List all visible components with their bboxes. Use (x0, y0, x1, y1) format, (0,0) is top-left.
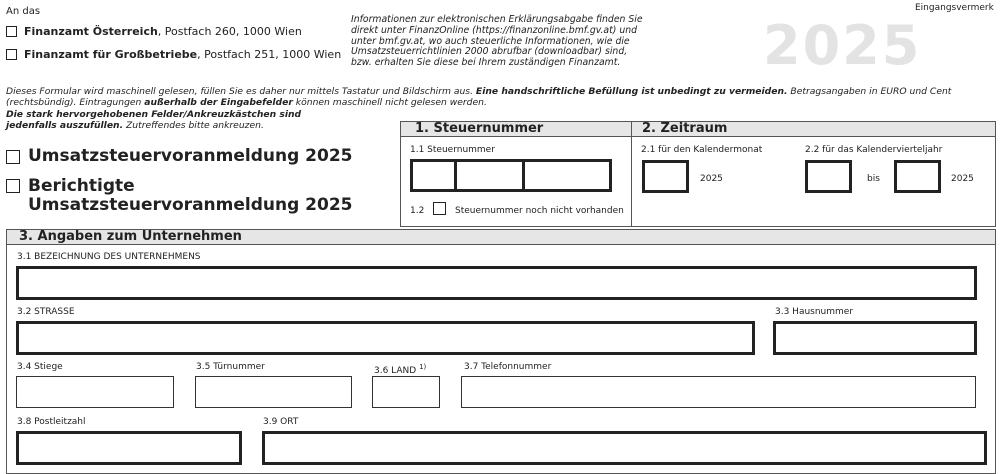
notice-line-4 (6, 121, 264, 132)
quarter-to-field[interactable] (894, 160, 941, 193)
standard-return-checkbox[interactable] (6, 150, 20, 164)
quarter-year: 2025 (951, 174, 974, 184)
notice-line-3: Die stark hervorgehobenen Felder/Ankreuzkästchen sind (6, 109, 302, 120)
notice-text: Betragsangaben in EURO und Cent (787, 86, 952, 97)
notice-text: (rechtsbündig). Eintragungen (6, 97, 145, 108)
city-label: 3.9 ORT (263, 417, 299, 427)
office2-address: , Postfach 251, 1000 Wien (197, 48, 342, 61)
corrected-return-line: Umsatzsteuervoranmeldung 2025 (28, 195, 353, 215)
section-1-title: 1. Steuernummer (400, 121, 632, 137)
info-line: unter bmf.gv.at, wo auch steuerliche Informationen, wie die (351, 35, 630, 47)
quarter-bis: bis (867, 174, 880, 184)
notice-line-1 (6, 87, 951, 98)
notice-emphasis: jedenfalls auszufüllen. (6, 120, 124, 131)
company-name-field[interactable] (16, 266, 977, 300)
notice-text: Zutreffendes bitte ankreuzen. (123, 120, 264, 131)
office2-option (24, 48, 341, 61)
section-2-title: 2. Zeitraum (631, 121, 996, 137)
office1-option (24, 25, 302, 38)
office1-checkbox[interactable] (6, 26, 17, 37)
notice-text: Dieses Formular wird maschinell gelesen, füllen Sie es daher nur mittels Tastatur und Bildschirm aus. (6, 86, 476, 97)
postal-code-field[interactable] (16, 431, 242, 465)
phone-field[interactable] (461, 376, 976, 408)
office2-name: Finanzamt für Großbetriebe (24, 48, 198, 61)
company-name-label: 3.1 BEZEICHNUNG DES UNTERNEHMENS (17, 252, 201, 262)
tax-number-part-1[interactable] (410, 159, 457, 192)
postal-code-label: 3.8 Postleitzahl (17, 417, 86, 427)
tax-number-label: 1.1 Steuernummer (410, 145, 495, 155)
door-number-field[interactable] (195, 376, 352, 408)
month-label: 2.1 für den Kalendermonat (641, 145, 763, 155)
notice-text: können maschinell nicht gelesen werden. (292, 97, 487, 108)
quarter-label: 2.2 für das Kalendervierteljahr (805, 145, 943, 155)
tax-number-part-2[interactable] (454, 159, 525, 192)
month-field[interactable] (642, 160, 689, 193)
office2-checkbox[interactable] (6, 49, 17, 60)
corrected-return-label (28, 177, 353, 215)
office1-name: Finanzamt Österreich (24, 25, 158, 38)
house-number-label: 3.3 Hausnummer (775, 307, 854, 317)
country-footnote: 1) (419, 363, 427, 371)
country-label (374, 362, 426, 376)
info-text (351, 15, 643, 69)
street-field[interactable] (16, 321, 755, 355)
info-line: direkt unter FinanzOnline (https://finanzonline.bmf.gv.at) und (351, 24, 638, 36)
recipient-label: An das (6, 6, 41, 17)
house-number-field[interactable] (773, 321, 977, 355)
receipt-note-label: Eingangsvermerk (915, 3, 994, 13)
notice-emphasis: außerhalb der Eingabefelder (144, 97, 293, 108)
quarter-from-field[interactable] (805, 160, 852, 193)
street-label: 3.2 STRASSE (17, 307, 75, 317)
office1-address: , Postfach 260, 1000 Wien (157, 25, 302, 38)
no-tax-number-checkbox[interactable] (433, 202, 446, 215)
month-year: 2025 (700, 174, 723, 184)
info-line: bzw. erhalten Sie diese bei Ihrem zuständigen Finanzamt. (351, 57, 621, 69)
no-tax-number-num: 1.2 (410, 206, 425, 216)
info-line: Umsatzsteuerrichtlinien 2000 abrufbar (downloadbar) sind, (351, 46, 628, 58)
door-number-label: 3.5 Türnummer (196, 362, 265, 372)
country-label-text: 3.6 LAND (374, 366, 417, 376)
standard-return-label: Umsatzsteuervoranmeldung 2025 (28, 146, 353, 166)
corrected-return-checkbox[interactable] (6, 179, 20, 193)
phone-label: 3.7 Telefonnummer (464, 362, 552, 372)
country-field[interactable] (372, 376, 440, 408)
staircase-label: 3.4 Stiege (17, 362, 63, 372)
corrected-return-line: Berichtigte (28, 176, 135, 196)
no-tax-number-label: Steuernummer noch nicht vorhanden (455, 206, 624, 216)
tax-number-part-3[interactable] (522, 159, 612, 192)
year-watermark: 2025 (763, 14, 922, 77)
notice-emphasis: Eine handschriftliche Befüllung ist unbedingt zu vermeiden. (475, 86, 788, 97)
staircase-field[interactable] (16, 376, 174, 408)
city-field[interactable] (262, 431, 987, 465)
section-3-title: 3. Angaben zum Unternehmen (6, 229, 996, 245)
info-line: Informationen zur elektronischen Erklärungsabgabe finden Sie (351, 14, 643, 25)
notice-line-2 (6, 98, 487, 109)
